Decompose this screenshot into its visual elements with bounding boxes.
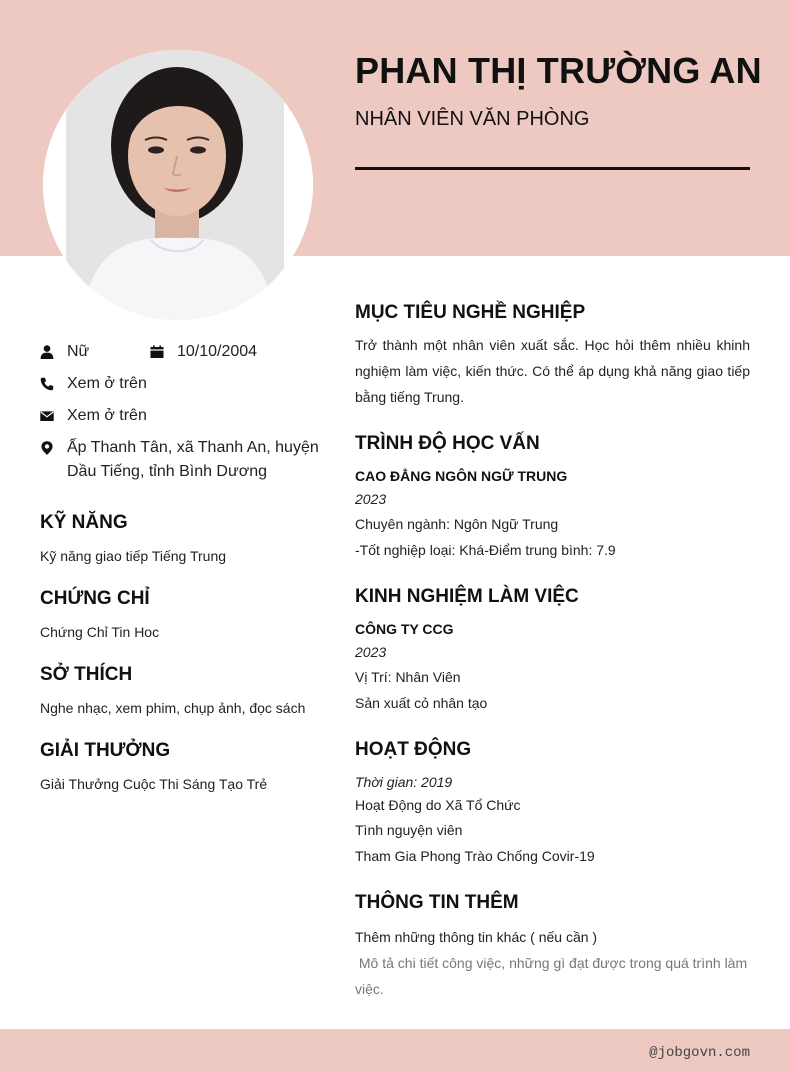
address-row <box>40 436 319 484</box>
education-heading: TRÌNH ĐỘ HỌC VẤN <box>355 433 540 454</box>
address-line-2: Dầu Tiếng, tỉnh Bình Dương <box>67 463 267 480</box>
experience-year: 2023 <box>355 644 387 660</box>
education-grade: -Tốt nghiệp loại: Khá-Điểm trung bình: 7.9 <box>355 542 616 558</box>
phone-row <box>40 372 147 396</box>
awards-text: Giải Thưởng Cuộc Thi Sáng Tạo Trẻ <box>40 776 268 792</box>
skills-text: Kỹ năng giao tiếp Tiếng Trung <box>40 548 227 564</box>
activities-description: Tham Gia Phong Trào Chống Covir-19 <box>355 848 595 864</box>
job-title: NHÂN VIÊN VĂN PHÒNG <box>355 108 590 130</box>
objective-text: Trở thành một nhân viên xuất sắc. Học hỏi thêm nhiều khinh nghiệm làm việc, kiến thức. Có thể áp dụng khả năng giao tiếp bằng tiếng Trung. <box>355 337 750 405</box>
profile-photo <box>43 50 313 320</box>
skills-heading: KỸ NĂNG <box>40 512 128 533</box>
map-pin-icon <box>40 436 54 460</box>
phone-value: Xem ở trên <box>67 375 147 392</box>
awards-heading: GIẢI THƯỞNG <box>40 740 171 761</box>
candidate-name: PHAN THỊ TRƯỜNG AN <box>355 50 762 91</box>
birthdate-row <box>150 340 257 364</box>
activities-role: Tình nguyện viên <box>355 822 463 838</box>
activities-time: Thời gian: 2019 <box>355 774 453 790</box>
experience-position: Vị Trí: Nhân Viên <box>355 669 461 685</box>
experience-company: CÔNG TY CCG <box>355 621 454 637</box>
experience-heading: KINH NGHIỆM LÀM VIỆC <box>355 586 579 607</box>
activities-heading: HOẠT ĐỘNG <box>355 739 472 760</box>
additional-title: Thêm những thông tin khác ( nếu cần ) <box>355 929 598 945</box>
additional-heading: THÔNG TIN THÊM <box>355 892 519 913</box>
person-icon <box>40 340 54 364</box>
certificates-text: Chứng Chỉ Tin Hoc <box>40 624 160 640</box>
phone-icon <box>40 372 54 396</box>
header-divider <box>355 167 750 170</box>
education-year: 2023 <box>355 491 387 507</box>
gender-value: Nữ <box>67 343 90 360</box>
email-value: Xem ở trên <box>67 407 147 424</box>
education-major: Chuyên ngành: Ngôn Ngữ Trung <box>355 516 559 532</box>
gender-row <box>40 340 89 364</box>
footer-band <box>0 1029 790 1072</box>
education-school: CAO ĐẲNG NGÔN NGỮ TRUNG <box>355 468 568 484</box>
objective-heading: MỤC TIÊU NGHỀ NGHIỆP <box>355 302 586 323</box>
address-value <box>67 436 319 484</box>
hobbies-heading: SỞ THÍCH <box>40 664 133 685</box>
birthdate-value: 10/10/2004 <box>177 343 258 360</box>
envelope-icon <box>40 404 54 428</box>
experience-description: Sản xuất cỏ nhân tạo <box>355 695 488 711</box>
address-line-1: Ấp Thanh Tân, xã Thanh An, huyện <box>67 439 319 456</box>
activities-organizer: Hoạt Động do Xã Tổ Chức <box>355 797 521 813</box>
hobbies-text: Nghe nhạc, xem phim, chụp ảnh, đọc sách <box>40 700 306 716</box>
email-row <box>40 404 147 428</box>
footer-brand: @jobgovn.com <box>649 1045 750 1061</box>
calendar-icon <box>150 340 164 364</box>
additional-description: Mô tả chi tiết công việc, những gì đạt được trong quá trình làm việc. <box>355 955 752 997</box>
certificates-heading: CHỨNG CHỈ <box>40 588 150 609</box>
